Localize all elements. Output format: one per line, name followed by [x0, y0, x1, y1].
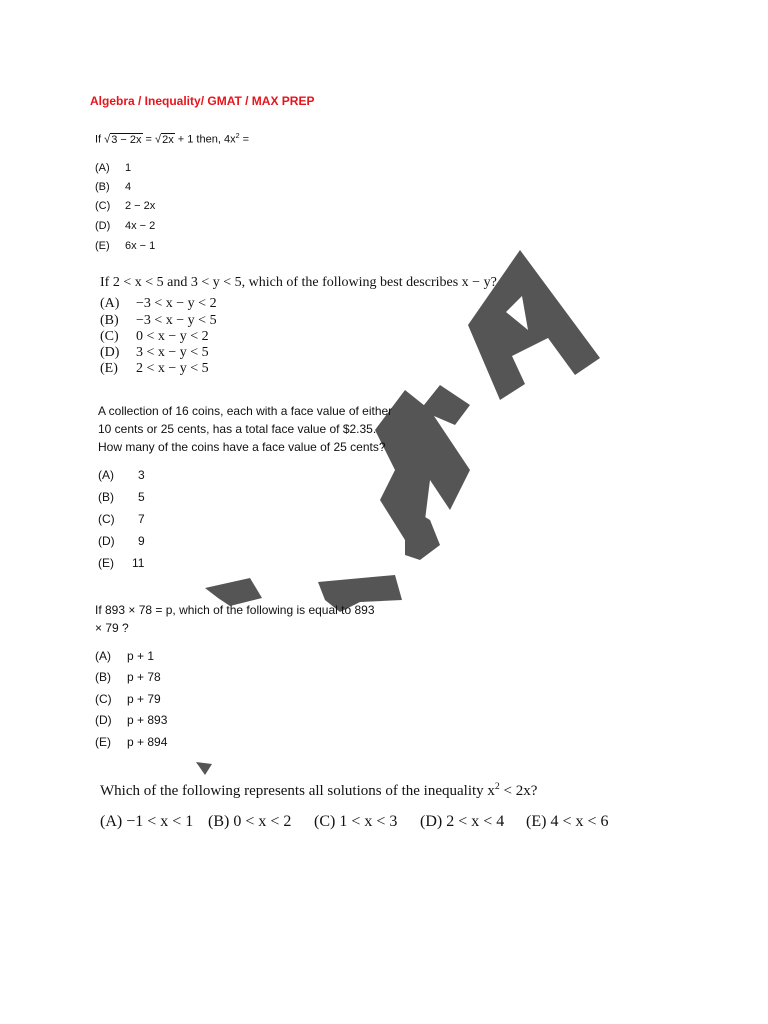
question-5-stem: [100, 781, 537, 800]
choice-label: (C): [100, 329, 119, 344]
choice-text: 6x − 1: [125, 240, 156, 252]
choice-label: (D): [100, 345, 120, 360]
choice-text: p + 894: [127, 735, 168, 749]
q1-exponent: 2: [235, 132, 240, 140]
choice-label: (C): [98, 512, 115, 526]
choice-label: (E): [95, 240, 110, 252]
q3-choice: [98, 534, 145, 548]
q3-choice: [98, 468, 145, 482]
choice-label: (B): [95, 181, 110, 193]
choice-text: 3 < x − y < 5: [136, 345, 209, 360]
choice-label: (E): [95, 735, 111, 749]
q1-choice: [95, 220, 156, 232]
choice-text: −3 < x − y < 5: [136, 313, 217, 328]
choice-text: −3 < x − y < 2: [136, 296, 217, 311]
q5-choice: [208, 813, 291, 831]
choice-text: 2 < x − y < 5: [136, 361, 209, 376]
sqrt-symbol-1: √: [104, 133, 111, 146]
choice-text: 1 < x < 3: [339, 813, 398, 830]
question-4-stem: If 893 × 78 = p, which of the following is equal to 893 × 79 ?: [95, 603, 375, 635]
choice-text: −1 < x < 1: [126, 813, 194, 830]
choice-text: 7: [138, 512, 145, 526]
q5-choice: [420, 813, 504, 831]
q1-choice: [95, 200, 156, 212]
choice-label: (B): [100, 313, 119, 328]
choice-label: (C): [95, 200, 111, 212]
choice-text: 9: [138, 534, 145, 548]
choice-label: (B): [98, 490, 114, 504]
question-3-stem: A collection of 16 coins, each with a face value of either 10 cents or 25 cents, has a total face value of $2.35. How many of the coins have a face value of 25 cents?: [98, 404, 393, 454]
choice-text: 0 < x < 2: [233, 813, 292, 830]
q1-radicand-1: 3 − 2x: [111, 133, 142, 146]
choice-label: (A): [98, 468, 114, 482]
watermark-fragment-3: [196, 762, 212, 775]
question-1-stem: [95, 132, 249, 146]
q4-choice: [95, 670, 161, 684]
choice-text: 4x − 2: [125, 220, 156, 232]
q1-stem-suffix: + 1 then, 4x: [174, 133, 236, 146]
choice-label: (A): [95, 162, 110, 174]
choice-text: p + 79: [127, 692, 161, 706]
choice-text: 4 < x < 6: [550, 813, 609, 830]
choice-text: p + 78: [127, 670, 161, 684]
question-2-stem: If 2 < x < 5 and 3 < y < 5, which of the following best describes x − y?: [100, 275, 497, 290]
choice-label: (A): [100, 813, 123, 830]
q2-choice: [100, 296, 217, 312]
choice-label: (B): [208, 813, 230, 830]
choice-text: 5: [138, 490, 145, 504]
choice-label: (D): [98, 534, 115, 548]
choice-label: (A): [100, 296, 120, 311]
q5-choice: [314, 813, 397, 831]
q5-exponent: 2: [494, 781, 500, 792]
choice-label: (D): [95, 220, 111, 232]
choice-label: (E): [100, 361, 118, 376]
choice-text: 0 < x − y < 2: [136, 329, 209, 344]
q4-choice: [95, 649, 155, 663]
watermark-letter-a: [468, 250, 600, 400]
q5-stem-prefix: Which of the following represents all solutions of the inequality x: [100, 783, 495, 799]
q5-choice: [526, 813, 608, 831]
q3-choice: [98, 556, 145, 570]
choice-text: 3: [138, 468, 145, 482]
q4-choice: [95, 692, 161, 706]
choice-label: (B): [95, 670, 111, 684]
choice-text: 2 < x < 4: [446, 813, 505, 830]
q1-stem-end: =: [239, 133, 250, 146]
q1-choice: [95, 240, 156, 252]
q4-choice: [95, 713, 168, 727]
q1-choice: [95, 181, 132, 193]
choice-label: (C): [95, 692, 112, 706]
q3-choice: [98, 490, 145, 504]
q4-choice: [95, 735, 168, 749]
choice-label: (C): [314, 813, 336, 830]
choice-text: p + 1: [127, 649, 155, 663]
choice-label: (D): [95, 713, 112, 727]
page-title: Algebra / Inequality/ GMAT / MAX PREP: [90, 94, 315, 108]
choice-text: 11: [132, 556, 145, 570]
choice-text: 4: [125, 181, 132, 193]
choice-label: (D): [420, 813, 443, 830]
choice-text: p + 893: [127, 713, 168, 727]
sqrt-symbol-2: √: [155, 133, 162, 146]
q2-choice: [100, 329, 209, 345]
q1-radicand-2: 2x: [162, 133, 174, 146]
q1-choice: [95, 162, 132, 174]
choice-label: (E): [98, 556, 114, 570]
q2-choice: [100, 345, 209, 361]
q5-stem-suffix: < 2x?: [499, 783, 538, 799]
choice-label: (E): [526, 813, 547, 830]
choice-label: (A): [95, 649, 111, 663]
choice-text: 1: [125, 162, 132, 174]
q1-equals: =: [142, 133, 156, 146]
q3-choice: [98, 512, 145, 526]
choice-text: 2 − 2x: [125, 200, 156, 212]
q2-choice: [100, 313, 217, 329]
q1-stem-prefix: If: [95, 133, 105, 146]
q2-choice: [100, 361, 209, 377]
q5-choice: [100, 813, 193, 831]
